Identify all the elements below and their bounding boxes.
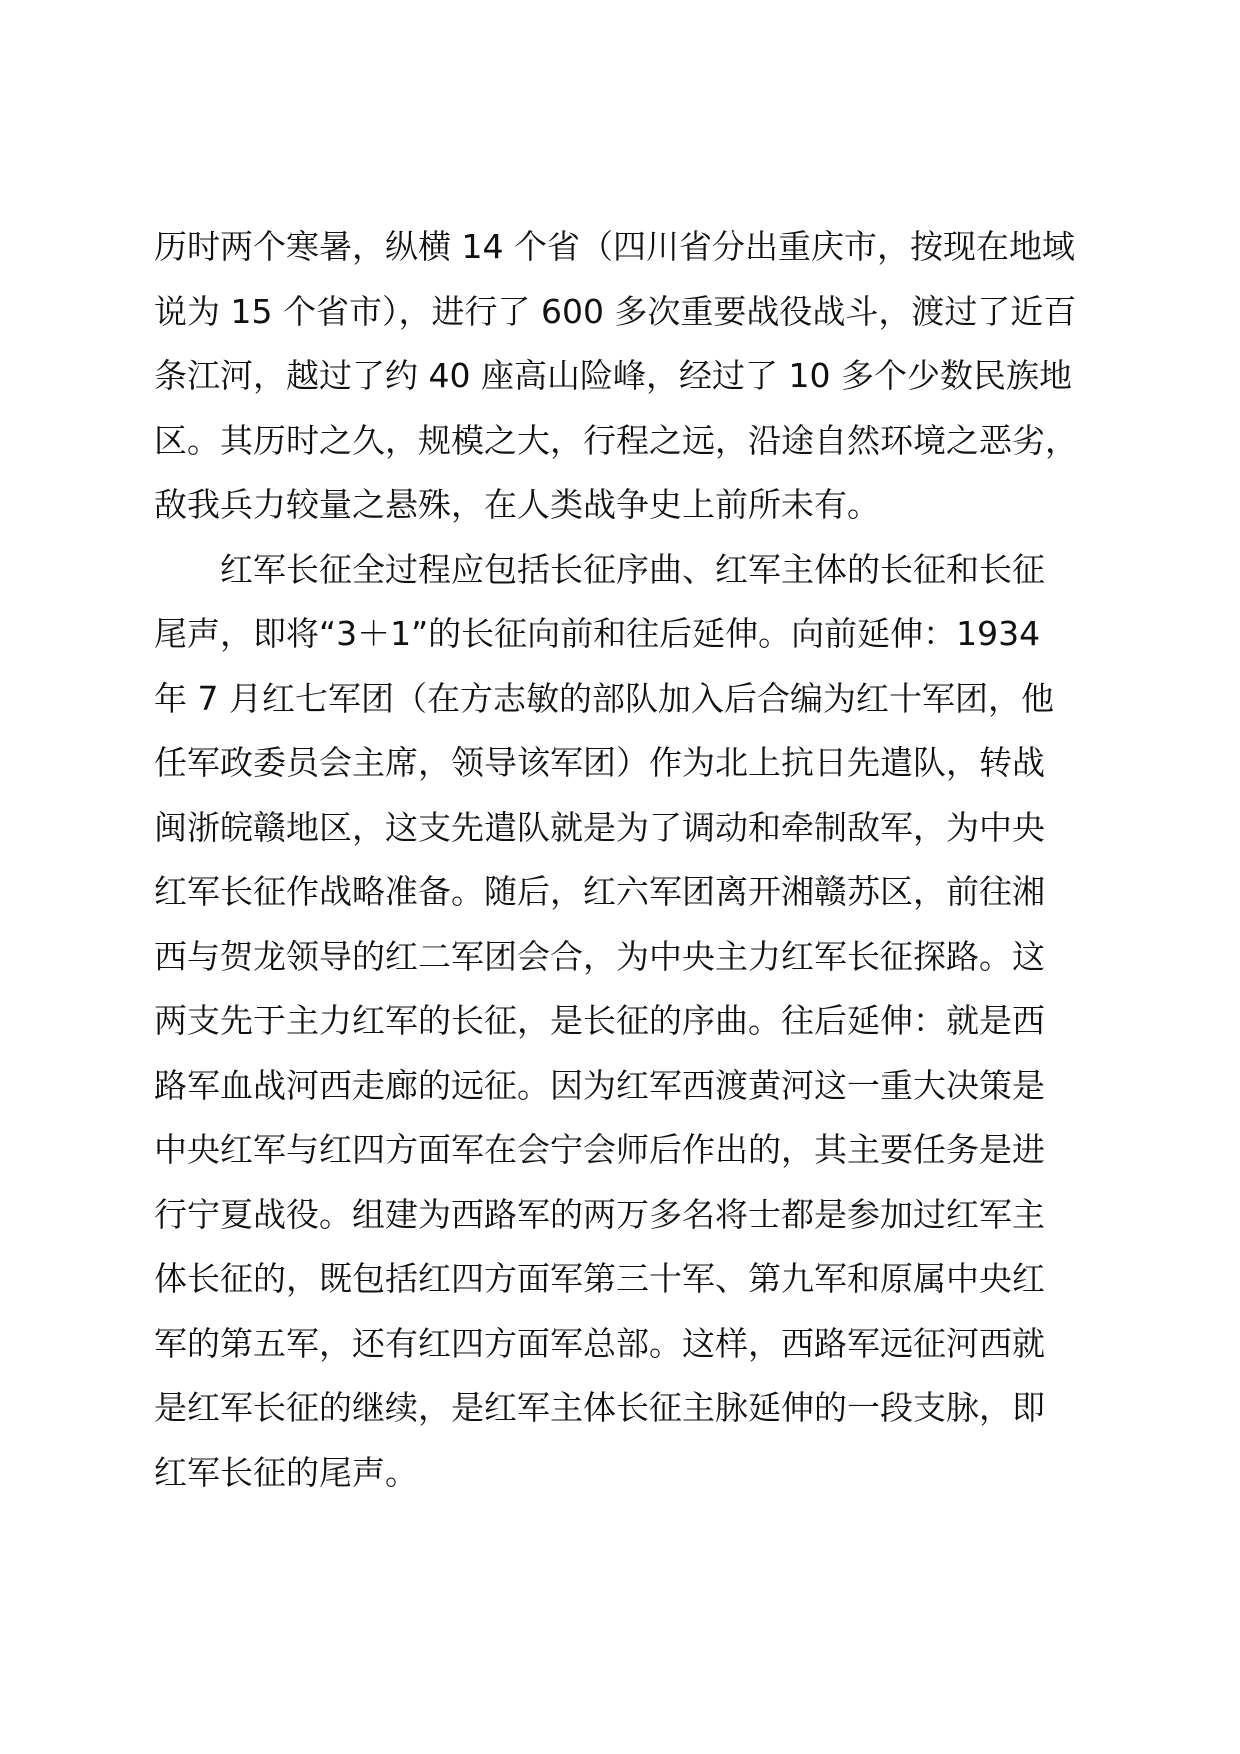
body-text [154, 215, 1144, 1505]
text-line: 路军血战河西走廊的远征。因为红军西渡黄河这一重大决策是 [154, 1065, 1045, 1105]
text-line: 闽浙皖赣地区，这支先遣队就是为了调动和牵制敌军，为中央 [154, 807, 1045, 847]
text-line: 敌我兵力较量之悬殊，在人类战争史上前所未有。 [154, 485, 880, 524]
text-line: 西与贺龙领导的红二军团会合，为中央主力红军长征探路。这 [154, 936, 1045, 976]
text-line: 条江河，越过了约 40 座高山险峰，经过了 10 多个少数民族地 [154, 356, 1072, 395]
text-line: 红军长征的尾声。 [154, 1452, 418, 1492]
text-line: 行宁夏战役。组建为西路军的两万多名将士都是参加过红军主 [154, 1194, 1045, 1234]
text-line: 区。其历时之久，规模之大，行程之远，沿途自然环境之恶劣， [154, 420, 1078, 460]
text-line: 体长征的，既包括红四方面军第三十军、第九军和原属中央红 [154, 1259, 1045, 1298]
text-line: 年 7 月红七军团（在方志敏的部队加入后合编为红十军团，他 [154, 678, 1054, 718]
text-line: 历时两个寒暑，纵横 14 个省（四川省分出重庆市，按现在地域 [154, 227, 1075, 266]
text-line: 是红军长征的继续，是红军主体长征主脉延伸的一段支脉，即 [154, 1388, 1045, 1427]
text-line: 军的第五军，还有红四方面军总部。这样，西路军远征河西就 [154, 1323, 1045, 1363]
text-line: 说为 15 个省市），进行了 600 多次重要战役战斗，渡过了近百 [154, 291, 1077, 331]
text-line: 两支先于主力红军的长征，是长征的序曲。往后延伸：就是西 [154, 1001, 1045, 1040]
text-line: 红军长征全过程应包括长征序曲、红军主体的长征和长征 [154, 549, 1045, 589]
text-line: 尾声，即将“3＋1”的长征向前和往后延伸。向前延伸：1934 [154, 614, 1041, 653]
text-line: 红军长征作战略准备。随后，红六军团离开湘赣苏区，前往湘 [154, 872, 1045, 911]
text-line: 中央红军与红四方面军在会宁会师后作出的，其主要任务是进 [154, 1130, 1045, 1169]
text-line: 任军政委员会主席，领导该军团）作为北上抗日先遣队，转战 [154, 743, 1045, 782]
